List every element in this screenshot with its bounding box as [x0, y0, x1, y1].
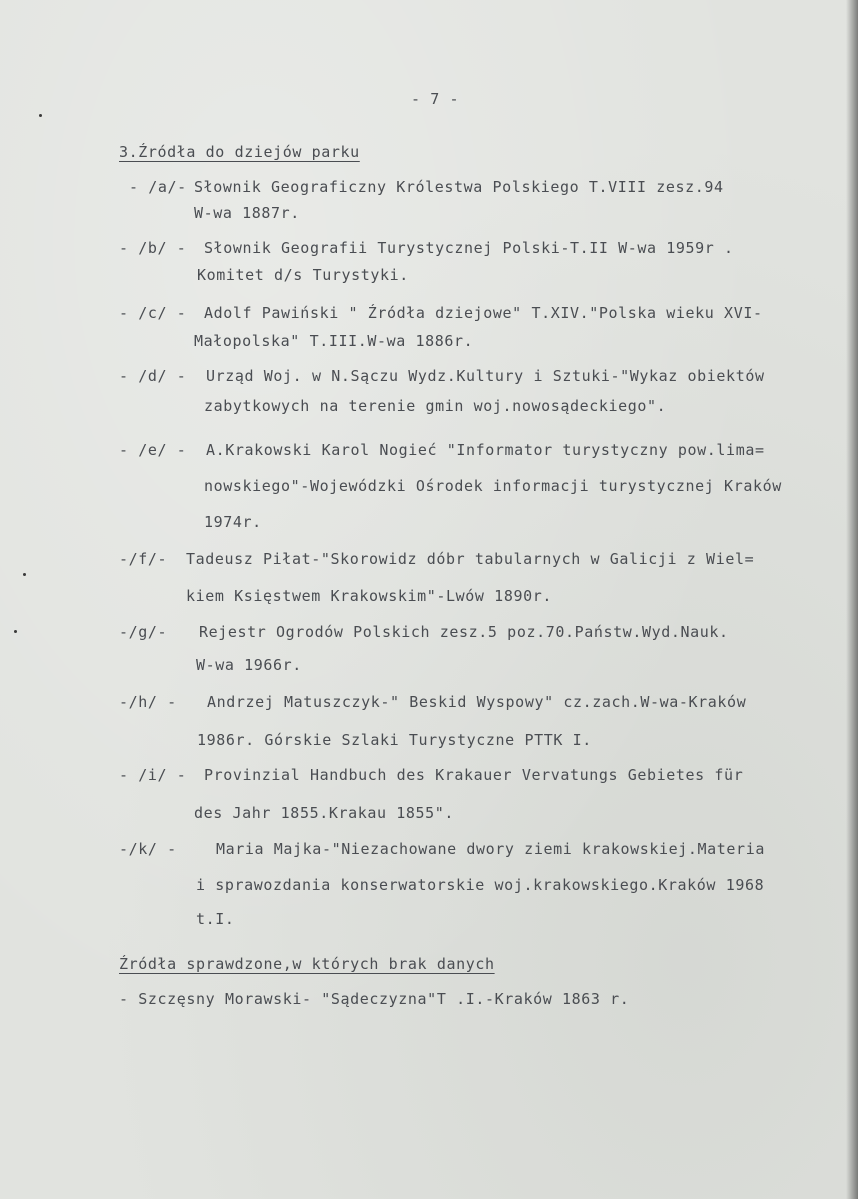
entry-a-mark: - /a/- — [129, 178, 187, 196]
entry-b-mark: - /b/ - — [119, 239, 187, 257]
entry-e-line-3: 1974r. — [204, 513, 262, 531]
scan-edge-shadow — [846, 0, 858, 1199]
entry-i-line-2: des Jahr 1855.Krakau 1855". — [194, 804, 455, 822]
entry-k-line-3: t.I. — [196, 910, 235, 928]
entry-i-line-1: Provinzial Handbuch des Krakauer Vervatungs Gebietes für — [204, 766, 744, 784]
entry-g-line-2: W-wa 1966r. — [196, 656, 302, 674]
entry-i-mark: - /i/ - — [119, 766, 187, 784]
entry-e-line-1: A.Krakowski Karol Nogieć "Informator turystyczny pow.lima= — [206, 441, 765, 459]
punch-hole-mark — [23, 573, 26, 576]
section-heading: 3.Źródła do dziejów parku — [119, 143, 360, 161]
punch-hole-mark — [14, 630, 17, 633]
punch-hole-mark — [39, 114, 42, 117]
entry-e-mark: - /e/ - — [119, 441, 187, 459]
entry-g-mark: -/g/- — [119, 623, 168, 641]
checked-source-entry: - Szczęsny Morawski- "Sądeczyzna"T .I.-Kraków 1863 r. — [119, 990, 630, 1008]
entry-k-line-2: i sprawozdania konserwatorskie woj.krakowskiego.Kraków 1968 — [196, 876, 765, 894]
page-number: - 7 - — [411, 90, 460, 108]
entry-f-mark: -/f/- — [119, 550, 168, 568]
entry-a-line-2: W-wa 1887r. — [194, 204, 300, 222]
entry-f-line-2: kiem Księstwem Krakowskim"-Lwów 1890r. — [186, 587, 552, 605]
entry-k-mark: -/k/ - — [119, 840, 177, 858]
entry-f-line-1: Tadeusz Piłat-"Skorowidz dóbr tabularnych w Galicji z Wiel= — [186, 550, 755, 568]
entry-b-line-1: Słownik Geografii Turystycznej Polski-T.II W-wa 1959r . — [204, 239, 734, 257]
entry-h-line-1: Andrzej Matuszczyk-" Beskid Wyspowy" cz.zach.W-wa-Kraków — [207, 693, 747, 711]
entry-b-line-2: Komitet d/s Turystyki. — [197, 266, 409, 284]
entry-c-mark: - /c/ - — [119, 304, 187, 322]
entry-c-line-2: Małopolska" T.III.W-wa 1886r. — [194, 332, 474, 350]
entry-d-line-2: zabytkowych na terenie gmin woj.nowosądeckiego". — [204, 397, 667, 415]
entry-g-line-1: Rejestr Ogrodów Polskich zesz.5 poz.70.Państw.Wyd.Nauk. — [199, 623, 729, 641]
entry-d-mark: - /d/ - — [119, 367, 187, 385]
entry-c-line-1: Adolf Pawiński " Źródła dziejowe" T.XIV."Polska wieku XVI- — [204, 304, 763, 322]
entry-e-line-2: nowskiego"-Wojewódzki Ośrodek informacji turystycznej Kraków — [204, 477, 782, 495]
checked-sources-heading: Źródła sprawdzone,w których brak danych — [119, 955, 495, 973]
entry-h-mark: -/h/ - — [119, 693, 177, 711]
entry-d-line-1: Urząd Woj. w N.Sączu Wydz.Kultury i Sztuki-"Wykaz obiektów — [206, 367, 765, 385]
entry-a-line-1: Słownik Geograficzny Królestwa Polskiego T.VIII zesz.94 — [194, 178, 724, 196]
entry-k-line-1: Maria Majka-"Niezachowane dwory ziemi krakowskiej.Materia — [216, 840, 765, 858]
entry-h-line-2: 1986r. Górskie Szlaki Turystyczne PTTK I. — [197, 731, 592, 749]
